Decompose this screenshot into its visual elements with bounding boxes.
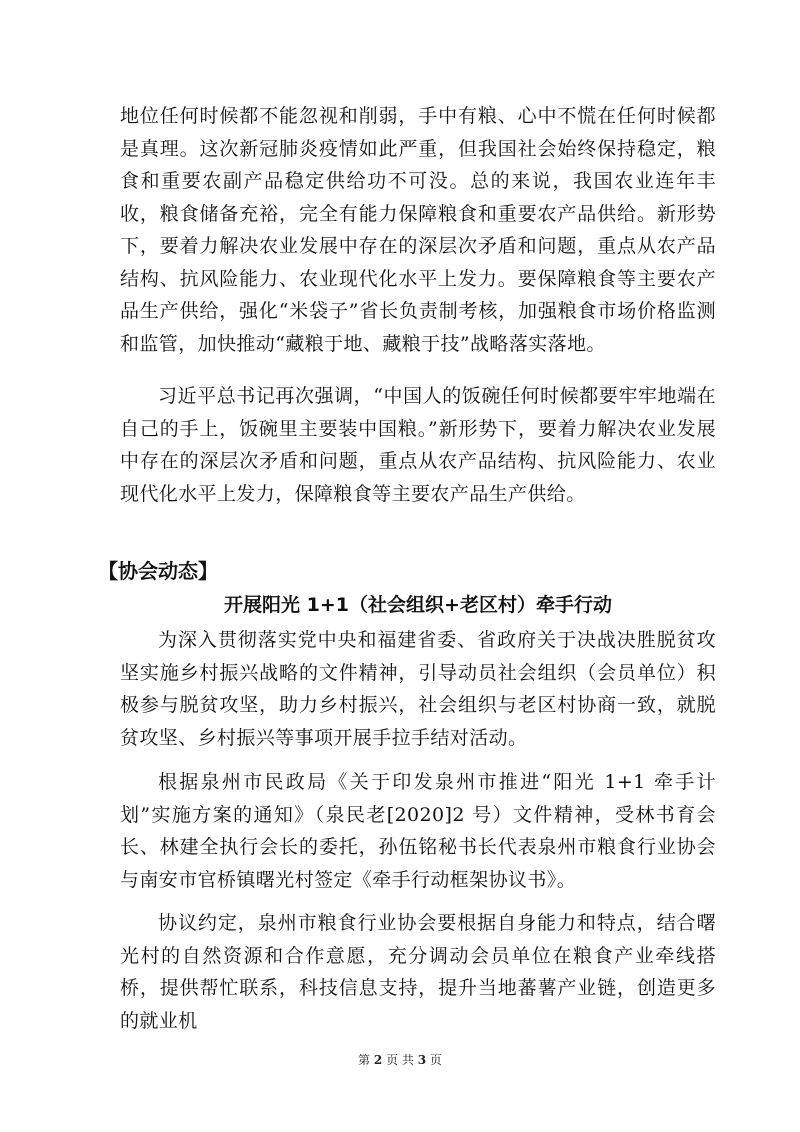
footer-suffix: 页 [429,1053,442,1067]
article-paragraph-3: 协议约定，泉州市粮食行业协会要根据自身能力和特点，结合曙光村的自然资源和合作意愿，充分调动会员单位在粮食产业牵线搭桥，提供帮忙联系，科技信息支持，提升当地蕃薯产业链，创造更多的就业机 [120,912,716,1032]
body-paragraph-2: 习近平总书记再次强调，“中国人的饭碗任何时候都要牢牢地端在自己的手上，饭碗里主要装中国粮。”新形势下，要着力解决农业发展中存在的深层次矛盾和问题，重点从农产品结构、抗风险能力、农业现代化水平上发力，保障粮食等主要农产品生产供给。 [120,385,716,505]
footer-middle: 页 共 [386,1053,414,1067]
footer-total-pages: 3 [417,1053,427,1067]
article-paragraph-1: 为深入贯彻落实党中央和福建省委、省政府关于决战决胜脱贫攻坚实施乡村振兴战略的文件精神，引导动员社会组织（会员单位）积极参与脱贫攻坚，助力乡村振兴，社会组织与老区村协商一致，就脱贫攻坚、乡村振兴等事项开展手拉手结对活动。 [120,629,716,749]
body-paragraph-1: 地位任何时候都不能忽视和削弱，手中有粮、心中不慌在任何时候都是真理。这次新冠肺炎疫情如此严重，但我国社会始终保持稳定，粮食和重要农副产品稳定供给功不可没。总的来说，我国农业连年丰收，粮食储备充裕，完全有能力保障粮食和重要农产品供给。新形势下，要着力解决农业发展中存在的深层次矛盾和问题，重点从农产品结构、抗风险能力、农业现代化水平上发力。要保障粮食等主要农产品生产供给，强化“米袋子”省长负责制考核，加强粮食市场价格监测和监管，加快推动“藏粮于地、藏粮于技”战略落实落地。 [120,105,716,355]
footer-prefix: 第 [358,1053,371,1067]
section-label: 【协会动态】 [98,559,218,583]
article-title: 开展阳光 1+1（社会组织+老区村）牵手行动 [224,594,612,616]
article-paragraph-2: 根据泉州市民政局《关于印发泉州市推进“阳光 1+1 牵手计划”实施方案的通知》（泉民老[2020]2 号）文件精神，受林书育会长、林建全执行会长的委托，孙伍铭秘书长代表泉州市粮食行业协会与南安市官桥镇曙光村签定《牵手行动框架协议书》。 [120,771,716,891]
footer-current-page: 2 [373,1053,383,1067]
page-footer [0,1052,800,1068]
